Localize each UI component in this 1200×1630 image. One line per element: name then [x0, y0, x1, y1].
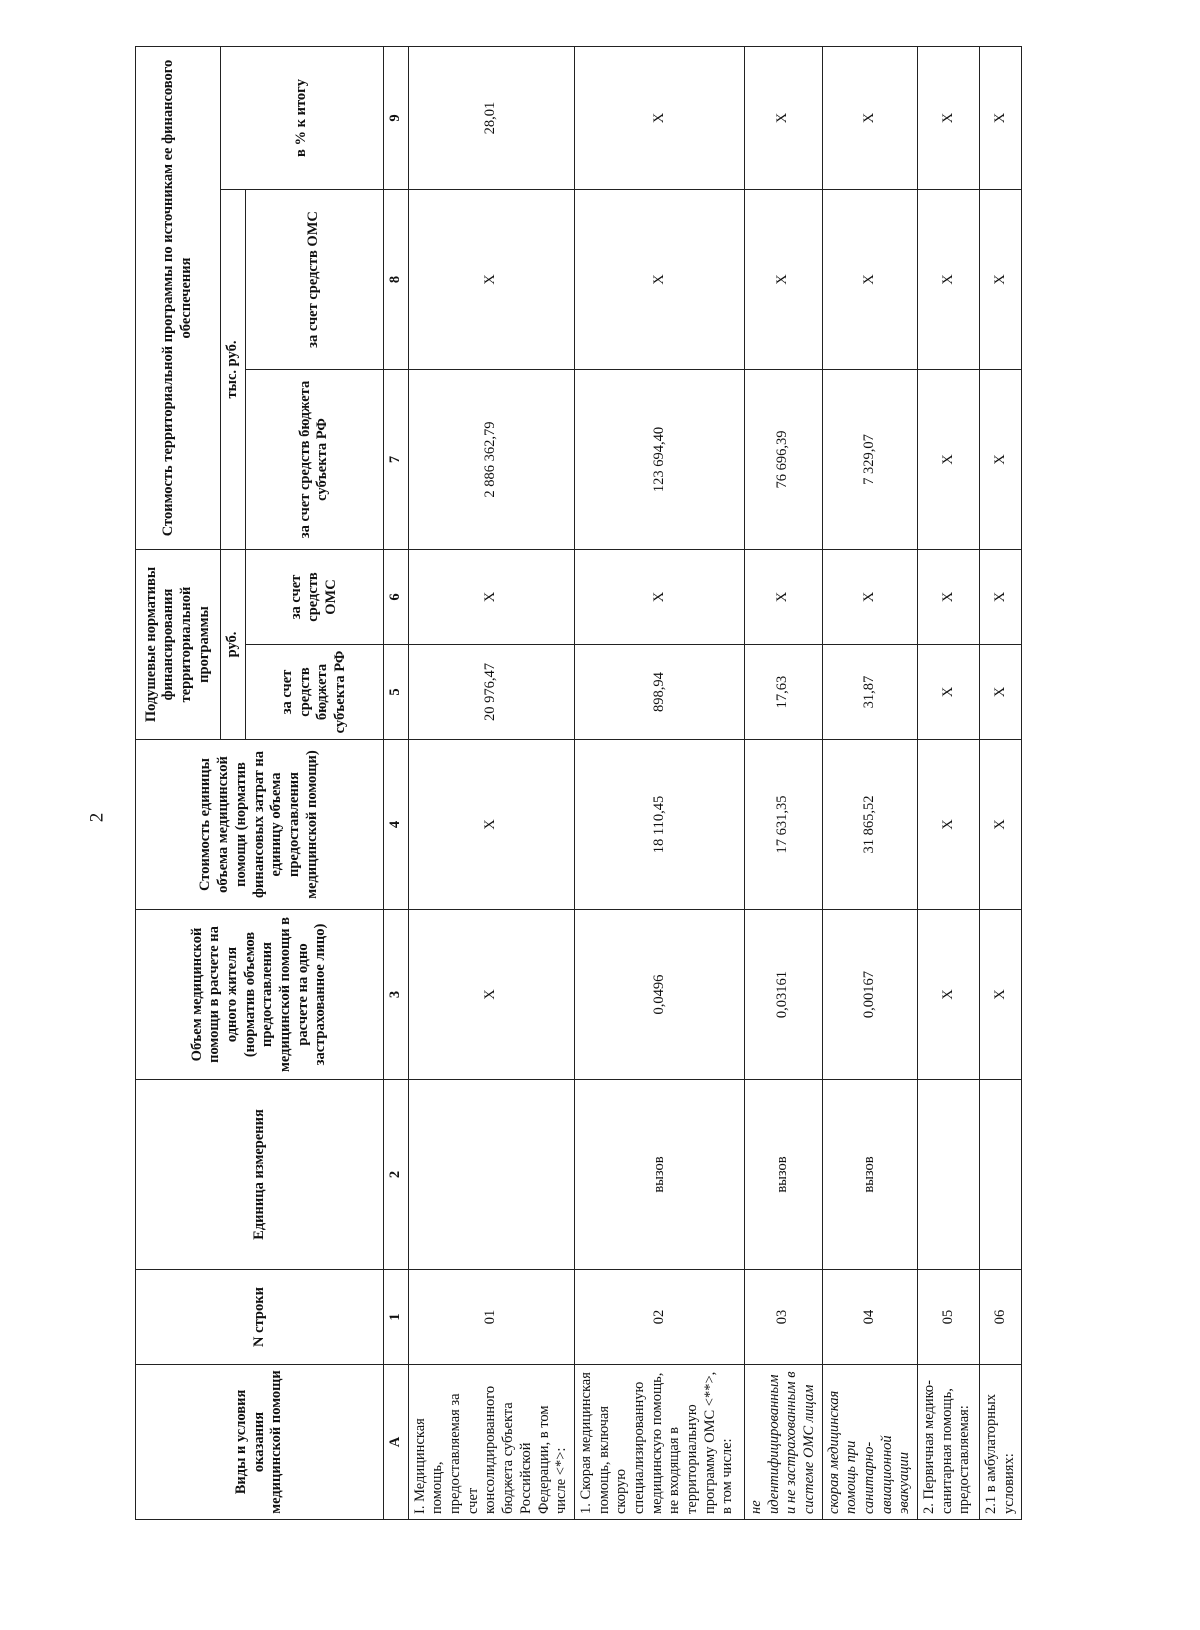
row-cost-oms: X — [574, 190, 744, 370]
row-unit — [408, 1080, 574, 1270]
row-percent: X — [744, 46, 822, 189]
row-label: скорая медицинская помощь при санитарно-авиационной эвакуации — [822, 1365, 917, 1520]
row-percent: X — [822, 46, 917, 189]
row-per-capita-oms: X — [574, 550, 744, 645]
row-per-capita-oms: X — [744, 550, 822, 645]
col-number: 4 — [383, 740, 408, 910]
col-number: 9 — [383, 46, 408, 189]
table-row — [822, 46, 917, 1519]
row-label: 1. Скорая медицинская помощь, включая скорую специализированную медицинскую помощь, не входящая в территориальную программу ОМС <**>, в том числе: — [574, 1365, 744, 1520]
row-unit-cost: X — [918, 740, 980, 910]
row-unit-cost: 18 110,45 — [574, 740, 744, 910]
col-number: 3 — [383, 910, 408, 1080]
row-cost-budget: 2 886 362,79 — [408, 370, 574, 550]
row-label: не идентифицированным и не застрахованным в системе ОМС лицам — [744, 1365, 822, 1520]
row-percent: X — [980, 46, 1022, 189]
col-number: 2 — [383, 1080, 408, 1270]
row-volume: X — [980, 910, 1022, 1080]
row-volume: X — [408, 910, 574, 1080]
row-percent: X — [918, 46, 980, 189]
col-number: 1 — [383, 1270, 408, 1365]
row-number: 01 — [408, 1270, 574, 1365]
row-per-capita-oms: X — [918, 550, 980, 645]
row-per-capita-budget: 20 976,47 — [408, 645, 574, 740]
row-cost-budget: X — [980, 370, 1022, 550]
row-unit-cost: X — [408, 740, 574, 910]
row-cost-oms: X — [744, 190, 822, 370]
row-label: I. Медицинская помощь, предоставляемая за счет консолидированного бюджета субъекта Российской Федерации, в том числе <*>: — [408, 1365, 574, 1520]
header-kinds: Виды и условия оказания медицинской помощи — [136, 1365, 384, 1520]
header-unit-rub: руб. — [221, 550, 246, 740]
header-per-capita-budget: за счет средств бюджета субъекта РФ — [245, 645, 383, 740]
header-row-number: N строки — [136, 1270, 384, 1365]
row-cost-budget: 76 696,39 — [744, 370, 822, 550]
table-row — [408, 46, 574, 1519]
header-unit: Единица измерения — [136, 1080, 384, 1270]
table-row — [980, 46, 1022, 1519]
row-percent: 28,01 — [408, 46, 574, 189]
row-per-capita-budget: 898,94 — [574, 645, 744, 740]
row-per-capita-oms: X — [980, 550, 1022, 645]
col-number: 5 — [383, 645, 408, 740]
row-cost-budget: 7 329,07 — [822, 370, 917, 550]
table-row — [744, 46, 822, 1519]
row-unit: вызов — [744, 1080, 822, 1270]
row-cost-oms: X — [918, 190, 980, 370]
row-number: 03 — [744, 1270, 822, 1365]
table-row — [918, 46, 980, 1519]
row-unit: вызов — [822, 1080, 917, 1270]
row-unit — [980, 1080, 1022, 1270]
header-cost-oms: за счет средств ОМС — [245, 190, 383, 370]
row-per-capita-oms: X — [822, 550, 917, 645]
header-program-cost-group: Стоимость территориальной программы по источникам ее финансового обеспечения — [136, 46, 221, 549]
header-per-capita-group: Подушевые нормативы финансирования территориальной программы — [136, 550, 221, 740]
row-per-capita-budget: 31,87 — [822, 645, 917, 740]
row-label: 2.1 в амбулаторных условиях: — [980, 1365, 1022, 1520]
row-cost-budget: 123 694,40 — [574, 370, 744, 550]
row-per-capita-budget: X — [918, 645, 980, 740]
row-number: 05 — [918, 1270, 980, 1365]
row-cost-oms: X — [980, 190, 1022, 370]
row-cost-oms: X — [822, 190, 917, 370]
row-unit — [918, 1080, 980, 1270]
header-per-capita-oms: за счет средств ОМС — [245, 550, 383, 645]
financing-table — [135, 47, 1017, 1520]
header-cost-budget: за счет средств бюджета субъекта РФ — [245, 370, 383, 550]
row-volume: 0,00167 — [822, 910, 917, 1080]
col-number: 6 — [383, 550, 408, 645]
row-per-capita-budget: X — [980, 645, 1022, 740]
row-unit: вызов — [574, 1080, 744, 1270]
page-number: 2 — [86, 812, 108, 823]
col-number: 8 — [383, 190, 408, 370]
row-cost-budget: X — [918, 370, 980, 550]
row-unit-cost: 17 631,35 — [744, 740, 822, 910]
header-percent: в % к итогу — [221, 46, 384, 189]
row-number: 04 — [822, 1270, 917, 1365]
row-volume: 0,03161 — [744, 910, 822, 1080]
row-unit-cost: X — [980, 740, 1022, 910]
row-percent: X — [574, 46, 744, 189]
row-number: 02 — [574, 1270, 744, 1365]
row-number: 06 — [980, 1270, 1022, 1365]
row-volume: X — [918, 910, 980, 1080]
row-per-capita-oms: X — [408, 550, 574, 645]
row-per-capita-budget: 17,63 — [744, 645, 822, 740]
table-row — [574, 46, 744, 1519]
col-number: А — [383, 1365, 408, 1520]
row-cost-oms: X — [408, 190, 574, 370]
financing-table-grid — [135, 46, 1022, 1520]
row-unit-cost: 31 865,52 — [822, 740, 917, 910]
header-unit-cost: Стоимость единицы объема медицинской помощи (норматив финансовых затрат на единицу объема предоставления медицинской помощи) — [136, 740, 384, 910]
header-unit-thousand: тыс. руб. — [221, 190, 246, 550]
col-number: 7 — [383, 370, 408, 550]
row-volume: 0,0496 — [574, 910, 744, 1080]
header-volume: Объем медицинской помощи в расчете на одного жителя (норматив объемов предоставления медицинской помощи в расчете на одно застрахованное лицо) — [136, 910, 384, 1080]
row-label: 2. Первичная медико-санитарная помощь, предоставляемая: — [918, 1365, 980, 1520]
